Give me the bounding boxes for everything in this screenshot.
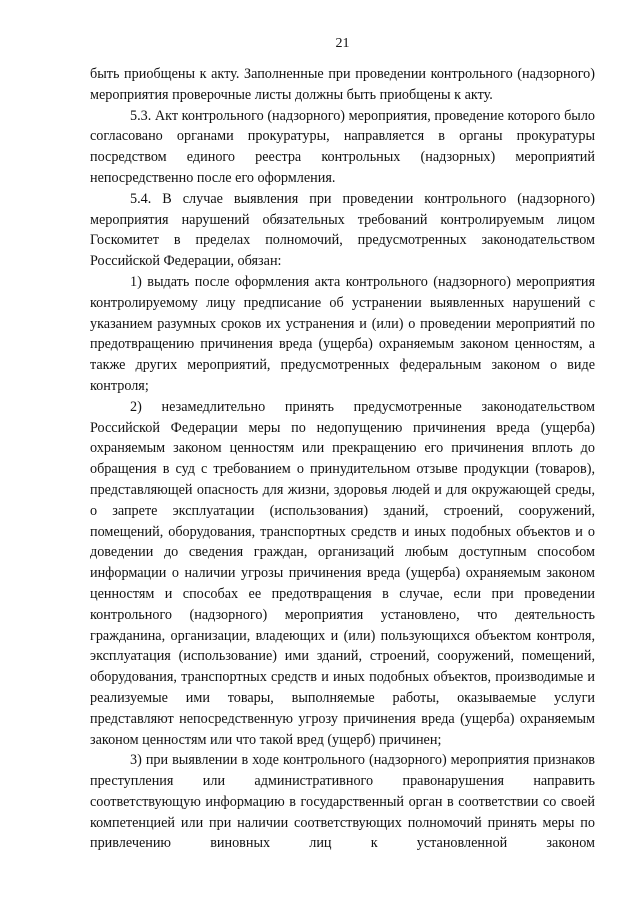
page-number: 21: [335, 36, 350, 51]
paragraph-item-3: 3) при выявлении в ходе контрольного (надзорного) мероприятия признаков преступления или административного правонарушения направить соответствующую информацию в государственный орган в соответствии со своей компетенцией или при наличии соответствующих полномочий принять меры по привлечению виновных лиц к установленной законом: [90, 752, 595, 852]
paragraph-item-2: 2) незамедлительно принять предусмотренные законодательством Российской Федерации меры по недопущению причинения вреда (ущерба) охраняемым законом ценностям или прекращению его причинения вплоть до обращения в суд с требованием о принудительном отзыве продукции (товаров), представляющей опасность для жизни, здоровья людей и для окружающей среды, о запрете эксплуатации (использования) зданий, строений, сооружений, помещений, оборудования, транспортных средств и иных подобных объектов и о доведении до сведения граждан, организаций любым доступным способом информации о наличии угрозы причинения вреда (ущерба) охраняемым законом ценностям и способах ее предотвращения в случае, если при проведении контрольного (надзорного) мероприятия установлено, что деятельность гражданина, организации, владеющих и (или) пользующихся объектом контроля, эксплуатация (использование) ими зданий, строений, сооружений, помещений, оборудования, транспортных средств и иных подобных объектов, производимые и реализуемые ими товары, выполняемые работы, оказываемые услуги представляют непосредственную угрозу причинения вреда (ущерба) охраняемым законом ценностям или что такой вред (ущерб) причинен;: [90, 398, 595, 748]
document-body: [90, 64, 595, 854]
paragraph-5-3: 5.3. Акт контрольного (надзорного) мероприятия, проведение которого было согласовано органами прокуратуры, направляется в органы прокуратуры посредством единого реестра контрольных (надзорных) мероприятий непосредственно после его оформления.: [90, 107, 595, 186]
paragraph-continuation: быть приобщены к акту. Заполненные при проведении контрольного (надзорного) мероприятия проверочные листы должны быть приобщены к акту.: [90, 66, 595, 103]
paragraph-5-4: 5.4. В случае выявления при проведении контрольного (надзорного) мероприятия нарушений обязательных требований контролируемым лицом Госкомитет в пределах полномочий, предусмотренных законодательством Российской Федерации, обязан:: [90, 190, 595, 270]
paragraph-item-1: 1) выдать после оформления акта контрольного (надзорного) мероприятия контролируемому лицу предписание об устранении выявленных нарушений с указанием разумных сроков их устранения и (или) о проведении мероприятий по предотвращению причинения вреда (ущерба) охраняемым законом ценностям, а также других мероприятий, предусмотренных федеральным законом о виде контроля;: [90, 273, 595, 394]
